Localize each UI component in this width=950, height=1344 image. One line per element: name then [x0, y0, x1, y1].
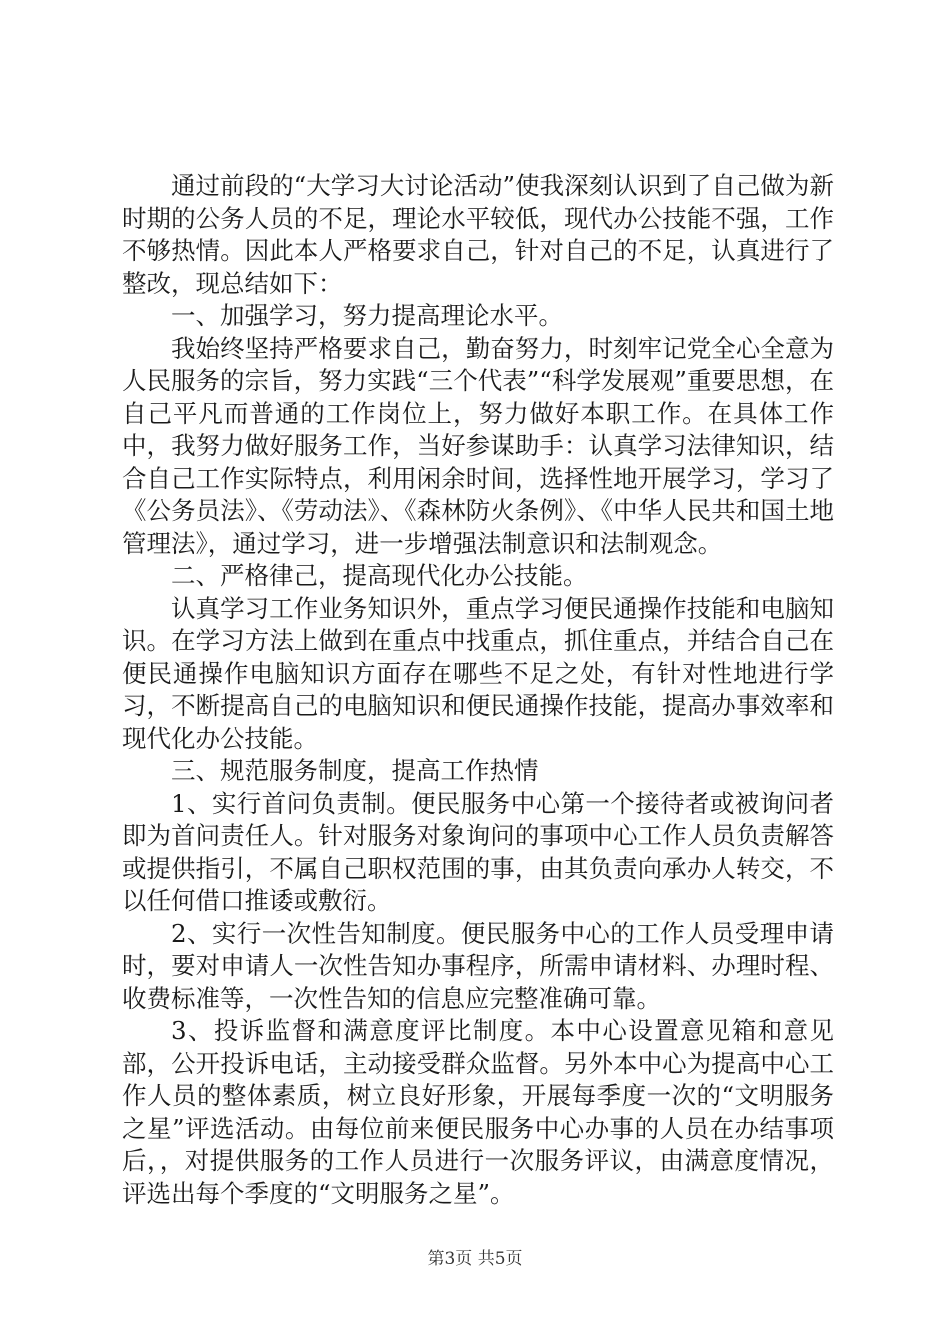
paragraph-item-2: 2、实行一次性告知制度。便民服务中心的工作人员受理申请时，要对申请人一次性告知办事程序，所需申请材料、办理时程、收费标准等，一次性告知的信息应完整准确可靠。 — [122, 918, 834, 1013]
paragraph-item-1: 1、实行首问负责制。便民服务中心第一个接待者或被询问者即为首问责任人。针对服务对象询问的事项中心工作人员负责解答或提供指引，不属自己职权范围的事，由其负责向承办人转交，不以任何借口推诿或敷衍。 — [122, 788, 834, 915]
paragraph-section-1: 我始终坚持严格要求自己，勤奋努力，时刻牢记党全心全意为人民服务的宗旨，努力实践“三个代表”“科学发展观”重要思想，在自己平凡而普通的工作岗位上，努力做好本职工作。在具体工作中，我努力做好服务工作，当好参谋助手：认真学习法律知识，结合自己工作实际特点，利用闲余时间，选择性地开展学习，学习了《公务员法》、《劳动法》、《森林防火条例》、《中华人民共和国土地管理法》，通过学习，进一步增强法制意识和法制观念。 — [122, 333, 834, 558]
document-body — [122, 170, 834, 1210]
paragraph-intro: 通过前段的“大学习大讨论活动”使我深刻认识到了自己做为新时期的公务人员的不足，理论水平较低，现代办公技能不强，工作不够热情。因此本人严格要求自己，针对自己的不足，认真进行了整改，现总结如下： — [122, 171, 834, 298]
section-heading-2: 二、严格律己，提高现代化办公技能。 — [171, 561, 588, 590]
page-number-footer: 第3页 共5页 — [427, 1249, 523, 1269]
section-heading-3: 三、规范服务制度，提高工作热情 — [171, 756, 539, 785]
paragraph-section-2: 认真学习工作业务知识外，重点学习便民通操作技能和电脑知识。在学习方法上做到在重点中找重点，抓住重点，并结合自己在便民通操作电脑知识方面存在哪些不足之处，有针对性地进行学习，不断提高自己的电脑知识和便民通操作技能，提高办事效率和现代化办公技能。 — [122, 593, 834, 753]
section-heading-1: 一、加强学习，努力提高理论水平。 — [171, 301, 563, 330]
paragraph-item-3: 3、投诉监督和满意度评比制度。本中心设置意见箱和意见部，公开投诉电话，主动接受群众监督。另外本中心为提高中心工作人员的整体素质，树立良好形象，开展每季度一次的“文明服务之星”评选活动。由每位前来便民服务中心办事的人员在办结事项后，，对提供服务的工作人员进行一次服务评议，由满意度情况，评选出每个季度的“文明服务之星”。 — [122, 1016, 834, 1208]
